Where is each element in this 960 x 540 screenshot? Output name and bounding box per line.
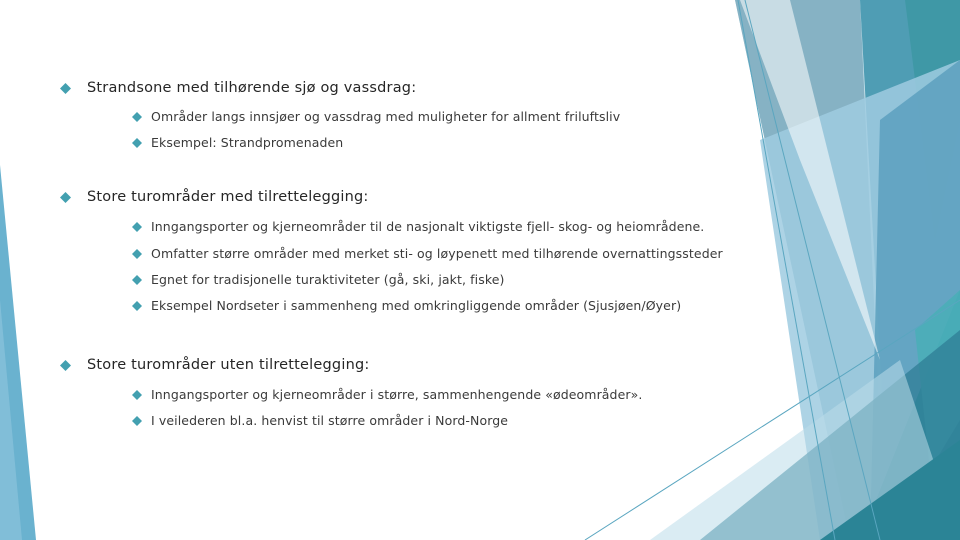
- bullet-item-level2: [132, 135, 343, 150]
- diamond-icon: [132, 301, 142, 311]
- bullet-text: Omfatter større områder med merket sti- og løypenett med tilhørende overnattingssteder: [151, 246, 723, 261]
- bullet-item-level1: [60, 357, 369, 373]
- bullet-text: Eksempel Nordseter i sammenheng med omkringliggende områder (Sjusjøen/Øyer): [151, 298, 682, 313]
- bullet-item-level2: [132, 272, 505, 287]
- diamond-icon: [60, 192, 71, 203]
- diamond-icon: [132, 112, 142, 122]
- bullet-item-level2: [132, 109, 620, 124]
- bullet-text: Egnet for tradisjonelle turaktiviteter (gå, ski, jakt, fiske): [151, 272, 505, 287]
- bullet-text: I veilederen bl.a. henvist til større områder i Nord-Norge: [151, 413, 509, 428]
- bullet-text: Eksempel: Strandpromenaden: [151, 135, 344, 150]
- diamond-icon: [132, 138, 142, 148]
- bullet-text: Inngangsporter og kjerneområder til de nasjonalt viktigste fjell- skog- og heiområdene.: [151, 219, 705, 234]
- diamond-icon: [132, 249, 142, 259]
- bullet-item-level2: [132, 298, 681, 313]
- bullet-text: Store turområder med tilrettelegging:: [87, 189, 369, 205]
- diamond-icon: [132, 390, 142, 400]
- diamond-icon: [132, 222, 142, 232]
- bullet-text: Store turområder uten tilrettelegging:: [87, 357, 370, 373]
- bullet-item-level2: [132, 413, 508, 428]
- bullet-text: Inngangsporter og kjerneområder i større, sammenhengende «ødeområder».: [151, 387, 643, 402]
- bullet-item-level1: [60, 80, 416, 96]
- bullet-text: Strandsone med tilhørende sjø og vassdrag:: [87, 80, 417, 96]
- diamond-icon: [132, 416, 142, 426]
- bullet-text: Områder langs innsjøer og vassdrag med muligheter for allment friluftsliv: [151, 109, 621, 124]
- bullet-item-level2: [132, 387, 642, 402]
- bullet-item-level2: [132, 246, 723, 261]
- diamond-icon: [60, 83, 71, 94]
- diamond-icon: [60, 360, 71, 371]
- bullet-item-level1: [60, 189, 369, 205]
- diamond-icon: [132, 275, 142, 285]
- bullet-item-level2: [132, 219, 704, 234]
